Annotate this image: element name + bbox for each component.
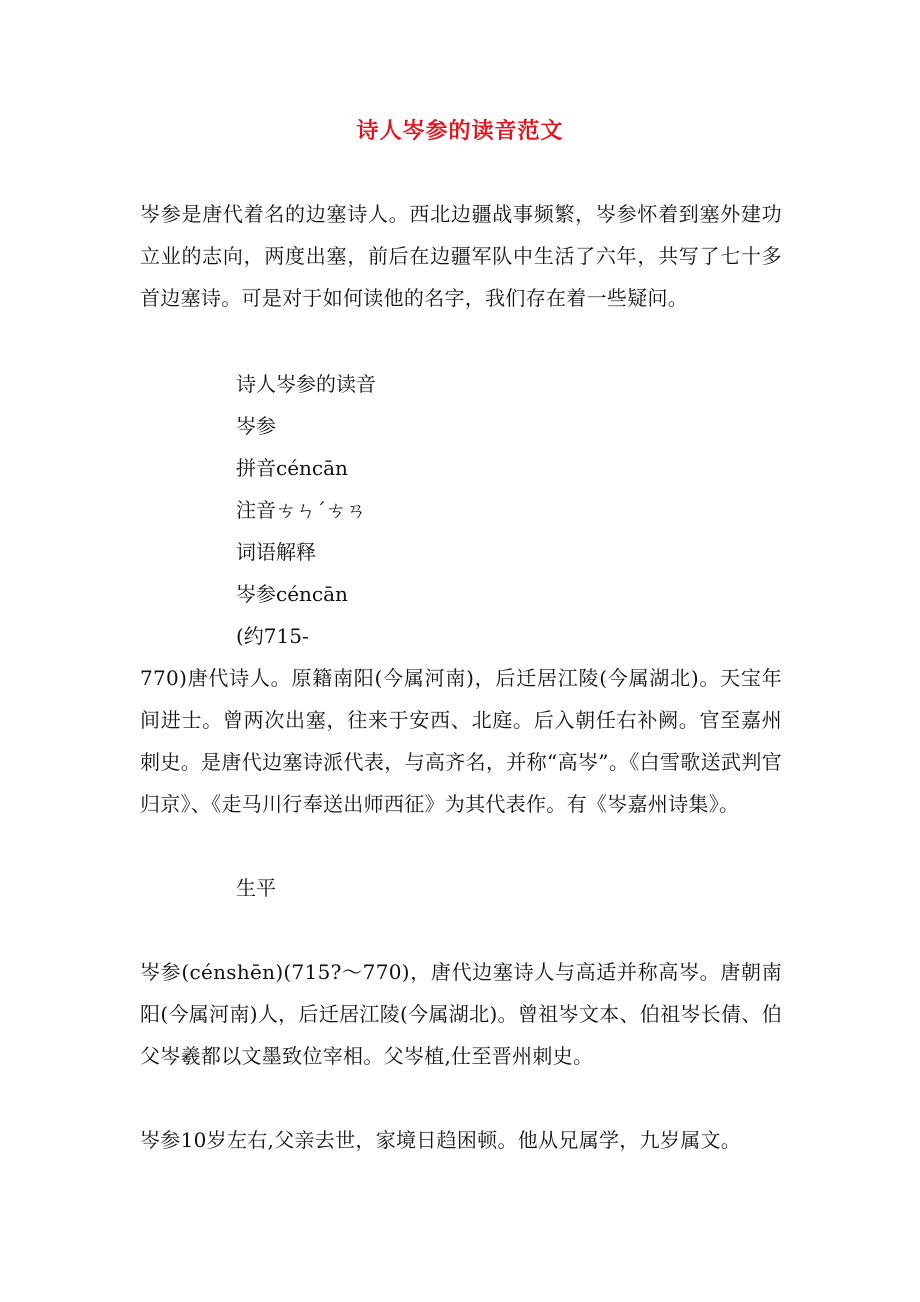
document-title: 诗人岑参的读音范文 — [356, 119, 564, 144]
indented-line-explanation-label: 词语解释 — [236, 540, 316, 564]
indented-line-term: 岑参 — [236, 414, 276, 438]
intro-paragraph: 岑参是唐代着名的边塞诗人。西北边疆战事频繁，岑参怀着到塞外建功立业的志向，两度出塞，前后在边疆军队中生活了六年，共写了七十多首边塞诗。可是对于如何读他的名字，我们存在着一些疑问。 — [140, 202, 782, 310]
biography-paragraph-1: 岑参(cénshēn)(715?～770)，唐代边塞诗人与高适并称高岑。唐朝南阳(今属河南)人，后迁居江陵(今属湖北)。曾祖岑文本、伯祖岑长倩、伯父岑羲都以文墨致位宰相。父岑植,仕至晋州刺史。 — [140, 960, 782, 1068]
indented-line-pinyin: 拼音céncān — [236, 456, 348, 480]
section-heading-biography: 生平 — [236, 876, 276, 900]
indented-line-heading: 诗人岑参的读音 — [236, 372, 376, 396]
indented-line-zhuyin: 注音ㄘㄣˊㄘㄢ — [236, 498, 366, 522]
biography-paragraph-2: 岑参10岁左右,父亲去世，家境日趋困顿。他从兄属学，九岁属文。 — [140, 1128, 742, 1152]
indented-line-term-pinyin: 岑参céncān — [236, 582, 348, 606]
explanation-paragraph: 770)唐代诗人。原籍南阳(今属河南)，后迁居江陵(今属湖北)。天宝年间进士。曾两次出塞，往来于安西、北庭。后入朝任右补阙。官至嘉州刺史。是唐代边塞诗派代表，与高齐名，并称“高岑”。《白雪歌送武判官归京》、《走马川行奉送出师西征》为其代表作。有《岑嘉州诗集》。 — [140, 666, 782, 816]
indented-line-dates: (约715- — [236, 624, 309, 648]
